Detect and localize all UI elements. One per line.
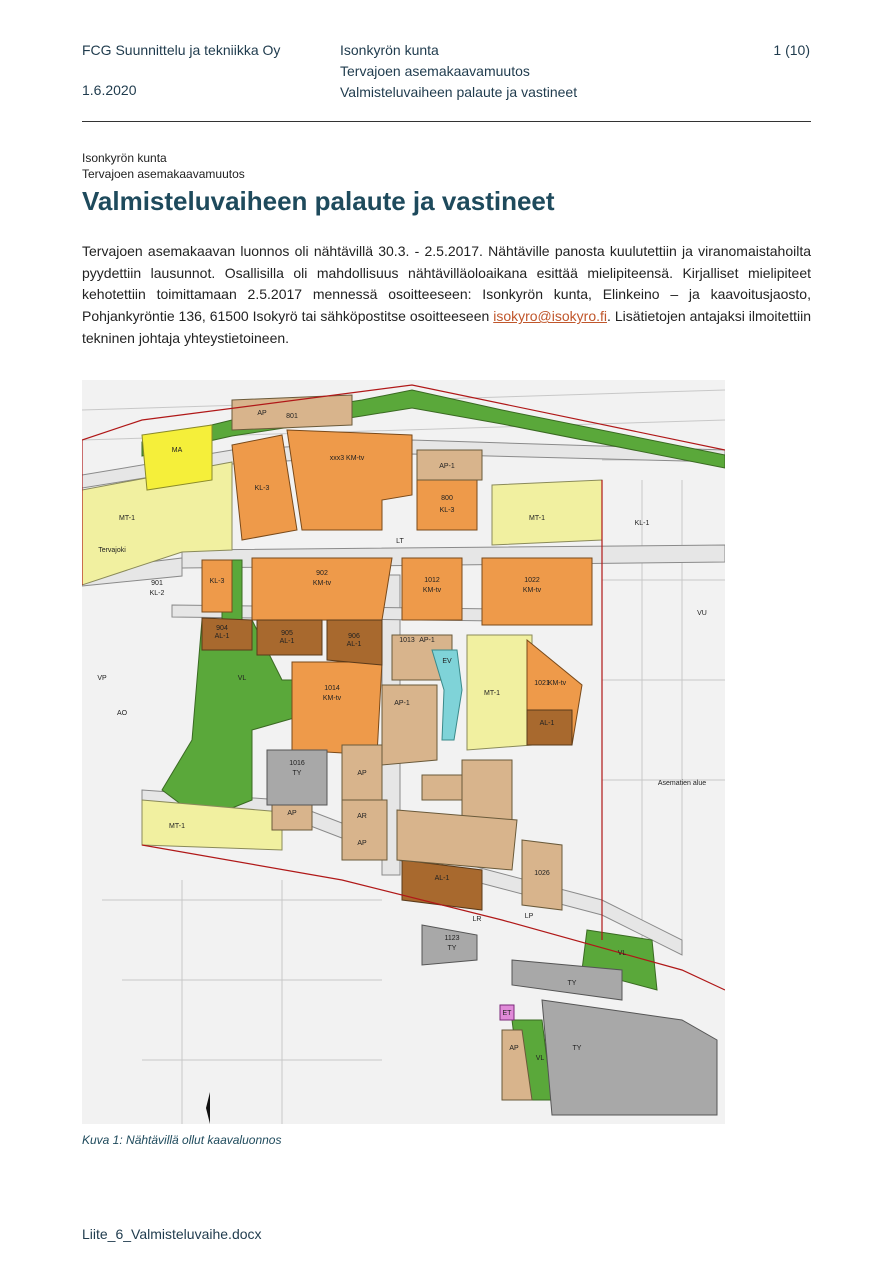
label-ap-top: AP (257, 410, 267, 417)
header-document-info (340, 40, 577, 103)
label-vl-b: VL (617, 950, 627, 957)
label-ty-c: TY (567, 980, 577, 987)
label-lp: LP (524, 913, 534, 920)
header-municipality: Isonkyrön kunta (340, 42, 439, 58)
label-1016: 1016 (289, 760, 305, 767)
label-801: 801 (286, 413, 298, 420)
label-vu: VU (697, 610, 707, 617)
label-al1-b: AL-1 (279, 638, 295, 645)
label-1014: 1014 (324, 685, 340, 692)
label-al1-d: AL-1 (539, 720, 555, 727)
label-asemat: Asematien alue (657, 780, 707, 787)
label-ap-a: AP (357, 770, 367, 777)
header-company: FCG Suunnittelu ja tekniikka Oy (82, 42, 281, 58)
label-kl3-a: KL-3 (254, 485, 270, 492)
page-number: 1 (10) (773, 42, 810, 58)
label-ap1-b: AP-1 (419, 637, 435, 644)
label-901: 901 (151, 580, 163, 587)
zoning-map (82, 380, 725, 1124)
label-vl-c: VL (535, 1055, 545, 1062)
header-project: Tervajoen asemakaavamuutos (340, 63, 530, 79)
subtitle-municipality: Isonkyrön kunta (82, 151, 167, 165)
header-divider (82, 121, 811, 122)
label-1021: 1021 (534, 680, 550, 687)
label-1123: 1123 (444, 935, 460, 942)
label-kmtv-c: KM-tv (422, 587, 442, 594)
label-kmtv-f: KM-tv (322, 695, 342, 702)
area-mt1-east (492, 480, 602, 545)
label-1022: 1022 (524, 577, 540, 584)
label-et: ET (502, 1010, 512, 1017)
label-1026: 1026 (534, 870, 550, 877)
label-kmtv-a: xxx3 KM-tv (329, 455, 365, 462)
label-ma: MA (171, 447, 183, 454)
label-vl-a: VL (237, 675, 247, 682)
label-1013: 1013 (399, 637, 415, 644)
label-ar: AR (357, 813, 367, 820)
label-ao: AO (116, 710, 128, 717)
label-mt1-b: MT-1 (529, 515, 545, 522)
intro-text-end: . Lisätietojen antajaksi ilmoitettiin tekninen johtaja yhteystietoineen. (82, 308, 811, 346)
email-link[interactable]: isokyro@isokyro.fi (493, 308, 607, 325)
zoning-map-svg (82, 380, 725, 1124)
label-ty-d: TY (572, 1045, 582, 1052)
label-ev: EV (442, 658, 452, 665)
label-kl1: KL-1 (634, 520, 650, 527)
label-al1-a: AL-1 (214, 633, 230, 640)
label-tervajoki: Tervajoki (98, 547, 126, 554)
label-ap-c: AP (509, 1045, 519, 1052)
label-ty-a: TY (292, 770, 302, 777)
label-ap1-a: AP-1 (439, 463, 455, 470)
label-al1-e: AL-1 (434, 875, 450, 882)
label-kl2: KL-2 (149, 590, 165, 597)
label-lr: LR (472, 916, 482, 923)
subtitle-project: Tervajoen asemakaavamuutos (82, 167, 245, 181)
label-kl3-b: KL-3 (439, 507, 455, 514)
label-800: 800 (441, 495, 453, 502)
label-ap-d: AP (287, 810, 297, 817)
intro-paragraph (82, 241, 811, 350)
label-mt1-a: MT-1 (119, 515, 135, 522)
label-905: 905 (281, 630, 293, 637)
label-vp: VP (97, 675, 107, 682)
page-title: Valmisteluvaiheen palaute ja vastineet (82, 186, 555, 216)
label-mt1-c: MT-1 (484, 690, 500, 697)
label-lt: LT (396, 538, 404, 545)
footer-filename: Liite_6_Valmisteluvaihe.docx (82, 1226, 262, 1242)
label-mt1-d: MT-1 (169, 823, 185, 830)
label-1012: 1012 (424, 577, 440, 584)
label-902: 902 (316, 570, 328, 577)
label-ap1-c: AP-1 (394, 700, 410, 707)
label-kmtv-b: KM-tv (312, 580, 332, 587)
label-ap-b: AP (357, 840, 367, 847)
label-al1-c: AL-1 (346, 641, 362, 648)
header-document: Valmisteluvaiheen palaute ja vastineet (340, 84, 578, 100)
intro-text: Tervajoen asemakaavan luonnos oli nähtävillä 30.3. - 2.5.2017. Nähtäville panosta kuulutettiin ja viranomaistahoilta pyydettiin lausunnot. Osallisilla oli mahdollisuus nähtävilläoloaikana esittää mielipiteensä. Kirjalliset mielipiteet kehotettiin toimittamaan 2.5.2017 mennessä osoitteeseen: Isonkyrön kunta, Elinkeino – ja kaavoitusjaosto, Pohjankyröntie 136, 61500 Isokyrö tai sähköpostitse osoitteeseen (82, 243, 811, 325)
label-kmtv-e: KM-tv (547, 680, 567, 687)
label-kl3-c: KL-3 (209, 578, 225, 585)
label-906: 906 (348, 633, 360, 640)
figure-caption: Kuva 1: Nähtävillä ollut kaavaluonnos (82, 1133, 282, 1147)
label-ty-b: TY (447, 945, 457, 952)
label-kmtv-d: KM-tv (522, 587, 542, 594)
header-date: 1.6.2020 (82, 82, 137, 98)
area-ma (142, 425, 212, 490)
label-904: 904 (216, 625, 228, 632)
